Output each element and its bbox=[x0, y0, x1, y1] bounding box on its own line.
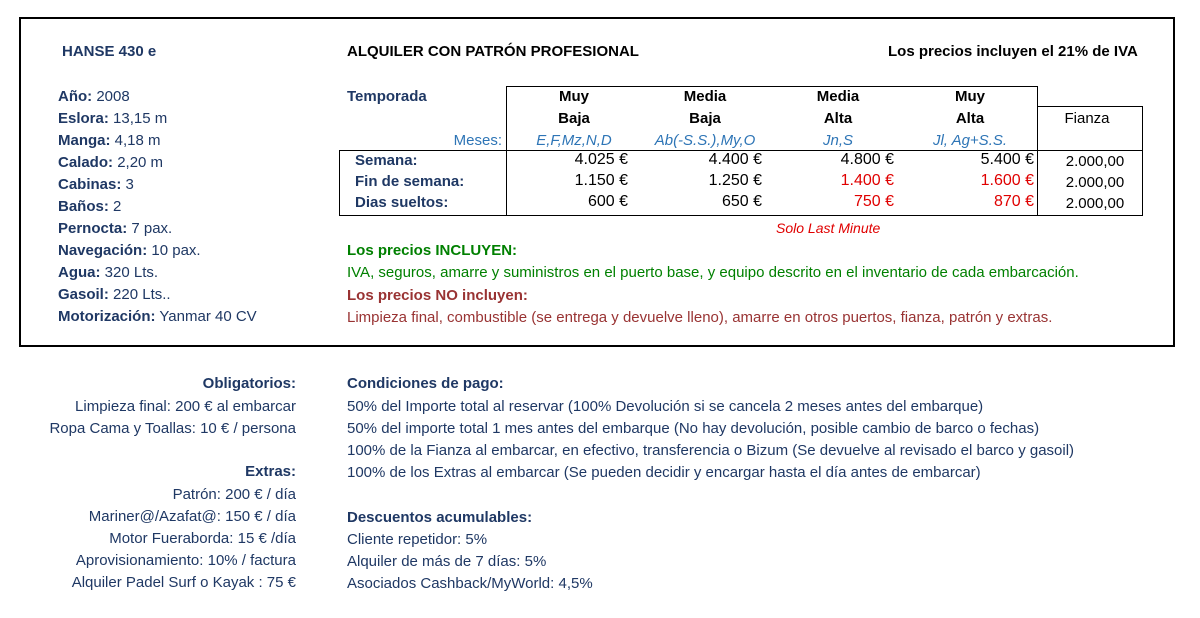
spec-value: 4,18 m bbox=[114, 132, 161, 149]
season-column-line1: Muy bbox=[955, 88, 985, 105]
extras-item: Patrón: 200 € / día bbox=[172, 486, 296, 503]
mandatory-title: Obligatorios: bbox=[202, 375, 296, 392]
season-column-line2: Baja bbox=[558, 110, 590, 127]
spec-row bbox=[58, 154, 163, 171]
spec-row bbox=[58, 242, 201, 259]
payment-item: 100% de los Extras al embarcar (Se pueden decidir y encargar hasta el día antes de embarcar) bbox=[347, 464, 981, 481]
price-cell: 5.400 € bbox=[980, 151, 1034, 168]
season-column-line1: Media bbox=[816, 88, 860, 105]
season-months: Jn,S bbox=[822, 132, 853, 149]
season-months: E,F,Mz,N,D bbox=[536, 132, 612, 149]
spec-value: 3 bbox=[125, 176, 134, 193]
spec-row bbox=[58, 132, 161, 149]
months-label: Meses: bbox=[453, 132, 502, 149]
deposit-cell: 2.000,00 bbox=[1065, 174, 1125, 191]
price-cell: 750 € bbox=[853, 193, 894, 210]
table-line bbox=[1037, 106, 1143, 107]
spec-value: 2008 bbox=[96, 88, 130, 105]
extras-title: Extras: bbox=[245, 463, 296, 480]
not-included-title: Los precios NO incluyen: bbox=[347, 287, 528, 304]
price-cell: 1.600 € bbox=[980, 172, 1034, 189]
extras-item: Mariner@/Azafat@: 150 € / día bbox=[88, 508, 296, 525]
price-row-label: Dias sueltos: bbox=[355, 194, 449, 211]
extras-item: Motor Fueraborda: 15 € /día bbox=[109, 530, 296, 547]
price-row-label: Semana: bbox=[355, 152, 418, 169]
discounts-item: Alquiler de más de 7 días: 5% bbox=[347, 553, 547, 570]
price-cell: 1.150 € bbox=[574, 172, 628, 189]
spec-row bbox=[58, 308, 257, 325]
spec-row bbox=[58, 198, 121, 215]
extras-item: Alquiler Padel Surf o Kayak : 75 € bbox=[71, 574, 296, 591]
table-line bbox=[506, 86, 507, 216]
spec-row bbox=[58, 220, 172, 237]
season-column-line2: Alta bbox=[823, 110, 853, 127]
spec-value: 2,20 m bbox=[117, 154, 164, 171]
spec-label: Motorización: bbox=[58, 308, 156, 325]
spec-value: Yanmar 40 CV bbox=[159, 308, 257, 325]
spec-row bbox=[58, 176, 134, 193]
spec-label: Calado: bbox=[58, 154, 114, 171]
spec-label: Pernocta: bbox=[58, 220, 128, 237]
deposit-cell: 2.000,00 bbox=[1065, 195, 1125, 212]
table-line bbox=[339, 215, 1143, 216]
price-cell: 600 € bbox=[587, 193, 628, 210]
price-row-label: Fin de semana: bbox=[355, 173, 465, 190]
spec-row bbox=[58, 286, 171, 303]
spec-value: 2 bbox=[113, 198, 122, 215]
spec-label: Año: bbox=[58, 88, 93, 105]
price-cell: 1.400 € bbox=[840, 172, 894, 189]
spec-row bbox=[58, 264, 158, 281]
payment-title: Condiciones de pago: bbox=[347, 375, 504, 392]
season-column-line1: Media bbox=[683, 88, 727, 105]
spec-label: Baños: bbox=[58, 198, 109, 215]
spec-label: Navegación: bbox=[58, 242, 148, 259]
season-column-line2: Alta bbox=[955, 110, 985, 127]
discounts-title: Descuentos acumulables: bbox=[347, 509, 533, 526]
mandatory-item: Limpieza final: 200 € al embarcar bbox=[75, 398, 296, 415]
payment-item: 100% de la Fianza al embarcar, en efectivo, transferencia o Bizum (Se devuelve al revisado el barco y gasoil) bbox=[347, 442, 1075, 459]
vat-note: Los precios incluyen el 21% de IVA bbox=[888, 43, 1138, 60]
discounts-item: Cliente repetidor: 5% bbox=[347, 531, 488, 548]
service-title: ALQUILER CON PATRÓN PROFESIONAL bbox=[347, 43, 639, 60]
spec-label: Agua: bbox=[58, 264, 101, 281]
spec-row bbox=[58, 88, 130, 105]
season-months: Ab(-S.S.),My,O bbox=[654, 132, 756, 149]
spec-value: 7 pax. bbox=[131, 220, 173, 237]
mandatory-item: Ropa Cama y Toallas: 10 € / persona bbox=[49, 420, 296, 437]
price-cell: 870 € bbox=[993, 193, 1034, 210]
spec-row bbox=[58, 110, 167, 127]
season-column-line2: Baja bbox=[689, 110, 721, 127]
payment-item: 50% del importe total 1 mes antes del embarque (No hay devolución, posible cambio de barco o fechas) bbox=[347, 420, 1040, 437]
included-text: IVA, seguros, amarre y suministros en el puerto base, y equipo descrito en el inventario de cada embarcación. bbox=[347, 264, 1079, 281]
spec-label: Cabinas: bbox=[58, 176, 122, 193]
price-cell: 4.400 € bbox=[708, 151, 762, 168]
season-months: Jl, Ag+S.S. bbox=[932, 132, 1008, 149]
spec-value: 220 Lts.. bbox=[113, 286, 171, 303]
spec-label: Manga: bbox=[58, 132, 111, 149]
discounts-item: Asociados Cashback/MyWorld: 4,5% bbox=[347, 575, 593, 592]
table-line bbox=[506, 86, 1037, 87]
season-column-line1: Muy bbox=[559, 88, 589, 105]
price-cell: 4.025 € bbox=[574, 151, 628, 168]
price-cell: 1.250 € bbox=[708, 172, 762, 189]
last-minute-note: Solo Last Minute bbox=[776, 220, 881, 236]
season-label: Temporada bbox=[347, 88, 427, 105]
price-cell: 650 € bbox=[721, 193, 762, 210]
spec-value: 320 Lts. bbox=[104, 264, 159, 281]
extras-item: Aprovisionamiento: 10% / factura bbox=[75, 552, 296, 569]
price-cell: 4.800 € bbox=[840, 151, 894, 168]
deposit-header: Fianza bbox=[1064, 110, 1110, 127]
spec-label: Eslora: bbox=[58, 110, 109, 127]
included-title: Los precios INCLUYEN: bbox=[347, 242, 518, 259]
not-included-text: Limpieza final, combustible (se entrega y devuelve lleno), amarre en otros puertos, fianza, patrón y extras. bbox=[347, 309, 1053, 326]
payment-item: 50% del Importe total al reservar (100% Devolución si se cancela 2 meses antes del embarque) bbox=[347, 398, 984, 415]
spec-label: Gasoil: bbox=[58, 286, 109, 303]
deposit-cell: 2.000,00 bbox=[1065, 153, 1125, 170]
spec-value: 13,15 m bbox=[113, 110, 168, 127]
spec-value: 10 pax. bbox=[151, 242, 201, 259]
boat-name: HANSE 430 e bbox=[62, 43, 157, 60]
table-line bbox=[339, 150, 340, 216]
